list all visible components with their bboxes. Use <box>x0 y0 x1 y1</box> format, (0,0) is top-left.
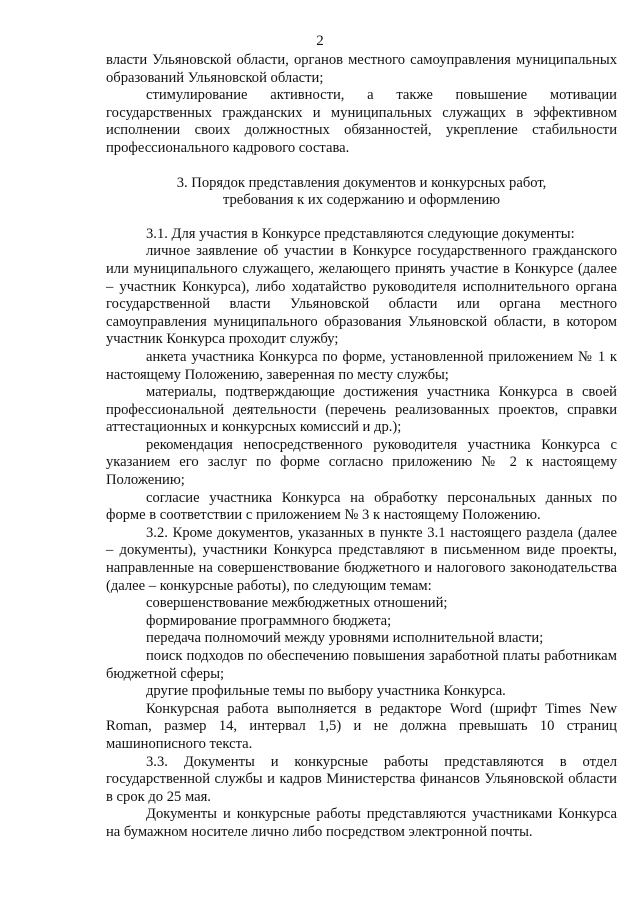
section-heading <box>106 175 617 210</box>
section-heading-line-2: требования к их содержанию и оформлению <box>222 192 501 209</box>
section-heading-line-1: 3. Порядок представления документов и конкурсных работ, <box>176 174 547 191</box>
topic-interbudget: совершенствование межбюджетных отношений; <box>146 595 448 612</box>
page-number: 2 <box>316 33 324 49</box>
paragraph-questionnaire: анкета участника Конкурса по форме, установленной приложением № 1 к настоящему Положению, заверенная по месту службы; <box>106 348 617 383</box>
topic-other: другие профильные темы по выбору участника Конкурса. <box>146 683 506 700</box>
topic-powers-transfer: передача полномочий между уровнями исполнительной власти; <box>146 630 544 647</box>
paragraph-recommendation: рекомендация непосредственного руководителя участника Конкурса с указанием его заслуг по форме согласно приложению № 2 к настоящему Положению; <box>106 436 617 489</box>
topic-program-budget: формирование программного бюджета; <box>146 612 392 629</box>
paragraph-format: Конкурсная работа выполняется в редакторе Word (шрифт Times New Roman, размер 14, интервал 1,5) и не должна превышать 10 страниц машинописного текста. <box>106 700 617 752</box>
paragraph-stimulation: стимулирование активности, а также повышение мотивации государственных гражданских и муниципальных служащих в эффективном исполнении своих должностных обязанностей, укрепление стабильности профессионального кадрового состава. <box>106 87 617 156</box>
document-body <box>106 52 617 842</box>
paragraph-application: личное заявление об участии в Конкурсе государственного гражданского или муниципального служащего, желающего принять участие в Конкурсе (далее – участник Конкурса), либо ходатайство руководителя исполнительного органа государственной власти Ульяновской области или органа местного самоуправления муниципального образования Ульяновской области, в котором участник Конкурса проходит службу; <box>106 243 617 348</box>
paragraph-consent: согласие участника Конкурса на обработку персональных данных по форме в соответствии с приложением № 3 к настоящему Положению. <box>106 489 617 524</box>
paragraph-materials: материалы, подтверждающие достижения участника Конкурса в своей профессиональной деятельности (перечень реализованных проектов, справки аттестационных и конкурсных комиссий и др.); <box>106 384 617 436</box>
paragraph-continuation: власти Ульяновской области, органов местного самоуправления муниципальных образований Ульяновской области; <box>106 52 617 86</box>
paragraph-3-3: 3.3. Документы и конкурсные работы представляются в отдел государственной службы и кадров Министерства финансов Ульяновской области в срок до 25 мая. <box>106 753 617 805</box>
paragraph-3-1: 3.1. Для участия в Конкурсе представляются следующие документы: <box>146 225 575 242</box>
topic-salary: поиск подходов по обеспечению повышения заработной платы работникам бюджетной сферы; <box>106 648 617 682</box>
paragraph-submission: Документы и конкурсные работы представляются участниками Конкурса на бумажном носителе лично либо посредством электронной почты. <box>106 806 617 840</box>
paragraph-3-2: 3.2. Кроме документов, указанных в пункте 3.1 настоящего раздела (далее – документы), участники Конкурса представляют в письменном виде проекты, направленные на совершенствование бюджетного и налогового законодательства (далее – конкурсные работы), по следующим темам: <box>106 524 617 594</box>
